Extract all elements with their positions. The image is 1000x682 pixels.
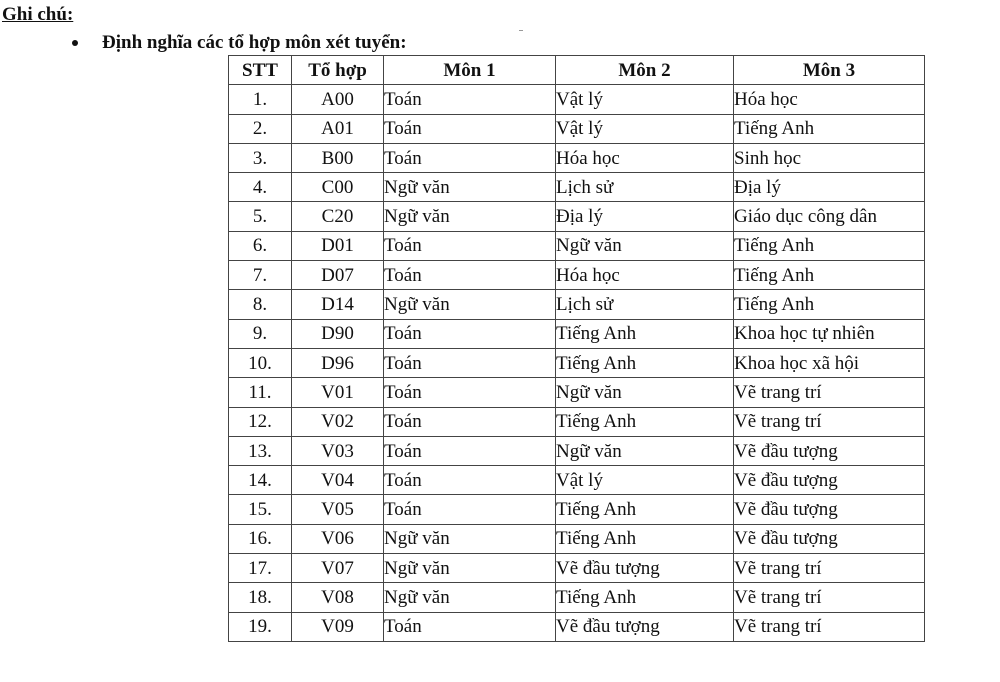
- stt-cell: 17.: [229, 554, 292, 583]
- table-row: [229, 85, 925, 114]
- subject-1-cell: Toán: [384, 114, 556, 143]
- stt-cell: 16.: [229, 524, 292, 553]
- subject-3-cell: Tiếng Anh: [734, 261, 925, 290]
- subject-2-cell: Vẽ đầu tượng: [556, 612, 734, 641]
- header-subject-1: Môn 1: [384, 56, 556, 85]
- stt-cell: 14.: [229, 466, 292, 495]
- subject-2-cell: Ngữ văn: [556, 378, 734, 407]
- subject-3-cell: Khoa học xã hội: [734, 348, 925, 377]
- subject-1-cell: Toán: [384, 348, 556, 377]
- subject-2-cell: Tiếng Anh: [556, 319, 734, 348]
- stt-cell: 13.: [229, 436, 292, 465]
- subject-1-cell: Toán: [384, 407, 556, 436]
- stt-cell: 12.: [229, 407, 292, 436]
- subject-2-cell: Tiếng Anh: [556, 407, 734, 436]
- table-row: [229, 495, 925, 524]
- subject-1-cell: Toán: [384, 436, 556, 465]
- combination-code-cell: V02: [292, 407, 384, 436]
- table-row: [229, 348, 925, 377]
- combination-code-cell: D14: [292, 290, 384, 319]
- combination-code-cell: D90: [292, 319, 384, 348]
- stt-cell: 15.: [229, 495, 292, 524]
- bullet-text: Định nghĩa các tổ hợp môn xét tuyển:: [102, 32, 407, 53]
- subject-2-cell: Vẽ đầu tượng: [556, 554, 734, 583]
- stt-cell: 9.: [229, 319, 292, 348]
- scan-speck: [519, 30, 523, 31]
- subject-2-cell: Hóa học: [556, 143, 734, 172]
- combination-code-cell: V08: [292, 583, 384, 612]
- table-row: [229, 261, 925, 290]
- table-row: [229, 407, 925, 436]
- table-row: [229, 231, 925, 260]
- subject-3-cell: Tiếng Anh: [734, 290, 925, 319]
- combination-code-cell: D07: [292, 261, 384, 290]
- table-row: [229, 436, 925, 465]
- stt-cell: 4.: [229, 173, 292, 202]
- stt-cell: 5.: [229, 202, 292, 231]
- subject-1-cell: Toán: [384, 319, 556, 348]
- subject-1-cell: Toán: [384, 85, 556, 114]
- subject-3-cell: Tiếng Anh: [734, 114, 925, 143]
- subject-1-cell: Toán: [384, 466, 556, 495]
- table-row: [229, 173, 925, 202]
- combination-code-cell: V03: [292, 436, 384, 465]
- subject-3-cell: Vẽ đầu tượng: [734, 495, 925, 524]
- table-row: [229, 290, 925, 319]
- subject-combination-table: [228, 55, 925, 642]
- subject-3-cell: Vẽ trang trí: [734, 583, 925, 612]
- subject-1-cell: Ngữ văn: [384, 554, 556, 583]
- combination-code-cell: V01: [292, 378, 384, 407]
- subject-1-cell: Ngữ văn: [384, 524, 556, 553]
- header-subject-2: Môn 2: [556, 56, 734, 85]
- table-row: [229, 583, 925, 612]
- subject-1-cell: Toán: [384, 261, 556, 290]
- header-combination: Tổ hợp: [292, 56, 384, 85]
- subject-2-cell: Lịch sử: [556, 173, 734, 202]
- subject-1-cell: Toán: [384, 143, 556, 172]
- subject-2-cell: Địa lý: [556, 202, 734, 231]
- subject-2-cell: Tiếng Anh: [556, 495, 734, 524]
- subject-3-cell: Tiếng Anh: [734, 231, 925, 260]
- subject-2-cell: Tiếng Anh: [556, 583, 734, 612]
- table-row: [229, 319, 925, 348]
- subject-1-cell: Ngữ văn: [384, 173, 556, 202]
- stt-cell: 2.: [229, 114, 292, 143]
- subject-1-cell: Toán: [384, 495, 556, 524]
- table-row: [229, 114, 925, 143]
- subject-1-cell: Toán: [384, 231, 556, 260]
- subject-3-cell: Vẽ trang trí: [734, 378, 925, 407]
- table-row: [229, 143, 925, 172]
- stt-cell: 7.: [229, 261, 292, 290]
- subject-1-cell: Ngữ văn: [384, 202, 556, 231]
- combination-code-cell: C20: [292, 202, 384, 231]
- combination-code-cell: B00: [292, 143, 384, 172]
- combination-code-cell: C00: [292, 173, 384, 202]
- subject-2-cell: Hóa học: [556, 261, 734, 290]
- note-title: Ghi chú:: [2, 4, 74, 25]
- combination-code-cell: D96: [292, 348, 384, 377]
- subject-1-cell: Ngữ văn: [384, 583, 556, 612]
- stt-cell: 10.: [229, 348, 292, 377]
- table-row: [229, 612, 925, 641]
- combination-code-cell: D01: [292, 231, 384, 260]
- subject-2-cell: Tiếng Anh: [556, 524, 734, 553]
- stt-cell: 11.: [229, 378, 292, 407]
- subject-3-cell: Vẽ đầu tượng: [734, 466, 925, 495]
- table-row: [229, 202, 925, 231]
- header-stt: STT: [229, 56, 292, 85]
- combination-code-cell: A01: [292, 114, 384, 143]
- subject-3-cell: Giáo dục công dân: [734, 202, 925, 231]
- stt-cell: 6.: [229, 231, 292, 260]
- subject-2-cell: Ngữ văn: [556, 231, 734, 260]
- subject-2-cell: Vật lý: [556, 466, 734, 495]
- bullet-dot-icon: [72, 40, 78, 46]
- combination-code-cell: V04: [292, 466, 384, 495]
- subject-2-cell: Ngữ văn: [556, 436, 734, 465]
- subject-1-cell: Toán: [384, 612, 556, 641]
- subject-3-cell: Khoa học tự nhiên: [734, 319, 925, 348]
- subject-2-cell: Lịch sử: [556, 290, 734, 319]
- subject-3-cell: Vẽ trang trí: [734, 612, 925, 641]
- table-row: [229, 466, 925, 495]
- bullet-item: [72, 32, 407, 54]
- header-subject-3: Môn 3: [734, 56, 925, 85]
- combination-code-cell: V05: [292, 495, 384, 524]
- table-row: [229, 524, 925, 553]
- table-body: [229, 85, 925, 642]
- subject-1-cell: Toán: [384, 378, 556, 407]
- combination-code-cell: V07: [292, 554, 384, 583]
- subject-3-cell: Hóa học: [734, 85, 925, 114]
- subject-3-cell: Địa lý: [734, 173, 925, 202]
- subject-3-cell: Vẽ trang trí: [734, 407, 925, 436]
- subject-2-cell: Tiếng Anh: [556, 348, 734, 377]
- subject-2-cell: Vật lý: [556, 114, 734, 143]
- subject-3-cell: Sinh học: [734, 143, 925, 172]
- table-row: [229, 378, 925, 407]
- subject-2-cell: Vật lý: [556, 85, 734, 114]
- subject-3-cell: Vẽ trang trí: [734, 554, 925, 583]
- subject-3-cell: Vẽ đầu tượng: [734, 524, 925, 553]
- stt-cell: 1.: [229, 85, 292, 114]
- combination-code-cell: V09: [292, 612, 384, 641]
- table-header-row: [229, 56, 925, 85]
- combination-code-cell: A00: [292, 85, 384, 114]
- stt-cell: 19.: [229, 612, 292, 641]
- stt-cell: 18.: [229, 583, 292, 612]
- stt-cell: 3.: [229, 143, 292, 172]
- subject-3-cell: Vẽ đầu tượng: [734, 436, 925, 465]
- subject-1-cell: Ngữ văn: [384, 290, 556, 319]
- combination-code-cell: V06: [292, 524, 384, 553]
- table-row: [229, 554, 925, 583]
- stt-cell: 8.: [229, 290, 292, 319]
